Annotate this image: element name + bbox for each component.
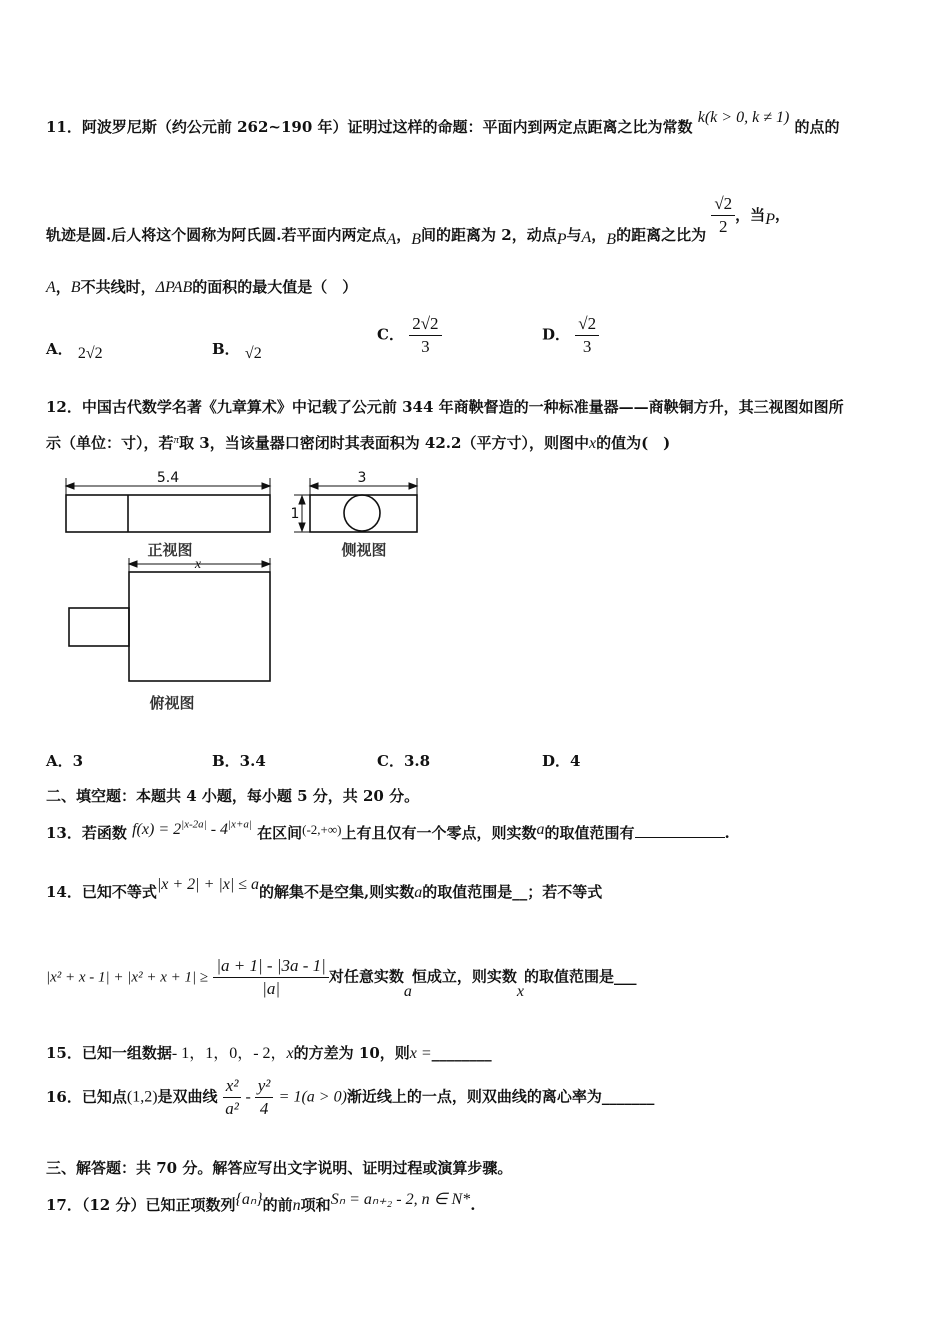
q12-line2: 示（单位：寸），若$^\pi$取 3，当该量器口密闭时其表面积为 42.2（平方寸），则图中x的值为( ) <box>46 434 671 452</box>
q14-line2: |x² + x - 1| + |x² + x + 1| ≥ $\frac{|a + 1| - |3a - 1|}{|a|}$ 对任意实数a恒成立，则实数x的取值范围是___ <box>46 956 637 1000</box>
q11-line1: 11．阿波罗尼斯（约公元前 262~190 年）证明过这样的命题：平面内到两定点距离之比为常数 k(k > 0, k ≠ 1) 的点的 <box>46 109 840 136</box>
q15-line: 15．已知一组数据- 1，1，0，- 2，x的方差为 10，则x =________ <box>46 1044 492 1062</box>
side-view <box>294 478 417 532</box>
q12-option-c[interactable]: C．3.8 <box>377 752 431 770</box>
q12-option-d[interactable]: D．4 <box>542 752 581 770</box>
front-view-label: 正视图 <box>147 541 193 559</box>
top-view-label: 俯视图 <box>149 694 195 712</box>
triangle-pab: ΔPAB <box>155 279 193 296</box>
top-view <box>69 558 270 681</box>
q13-answer-blank[interactable] <box>635 823 725 838</box>
front-view <box>66 478 270 532</box>
q16-line: 16．已知点(1,2)是双曲线 $\frac{\text{x²}}{\text{a²}}$ - $\frac{\text{y²}}{4}$ = 1(a > 0)渐近线上的一点，则双曲线的离心率为_______ <box>46 1076 655 1118</box>
q14-rhs-fraction: $\frac{|a + 1| - |3a - 1|}{|a|}$ <box>213 955 329 1000</box>
q11-line2: 轨迹是圆.后人将这个圆称为阿氏圆.若平面内两定点A，B间的距离为 2，动点P与A，B的距离之比为 $\frac{√2}{2}$ ，当P， <box>46 194 790 248</box>
q15-answer-blank[interactable]: ________ <box>431 1044 492 1062</box>
q14-line1: 14．已知不等式|x + 2| + |x| ≤ a的解集不是空集,则实数a的取值范围是__；若不等式 <box>46 876 603 901</box>
q13-line: 13．若函数 $f(x) = 2^{|x-2a|} - 4^{|x+a|}$ 在区间(-2,+∞)上有且仅有一个零点，则实数a的取值范围有 . <box>46 818 730 842</box>
q16-answer-blank[interactable]: _______ <box>601 1087 655 1106</box>
section-3-heading: 三、解答题：共 70 分。解答应写出文字说明、证明过程或演算步骤。 <box>46 1159 513 1177</box>
section-2-heading: 二、填空题：本题共 4 小题，每小题 5 分，共 20 分。 <box>46 787 420 805</box>
q11-option-b[interactable]: B． √2 <box>212 340 262 362</box>
q13-function: $f(x) = 2^{|x-2a|} - 4^{|x+a|}$ <box>132 818 252 838</box>
q11-ratio-fraction: $\frac{√2}{2}$ <box>711 193 735 238</box>
q16-y-fraction: $\frac{\text{y²}}{4}$ <box>255 1075 274 1120</box>
q11-line3: A，B不共线时，ΔPAB的面积的最大值是（ ） <box>46 278 358 296</box>
top-dim-label: x <box>194 557 202 572</box>
q11-k-condition: k(k > 0, k ≠ 1) <box>697 109 790 126</box>
q11-option-d[interactable]: D． $\frac{√2}{3}$ <box>542 313 599 358</box>
q14-inequality: |x + 2| + |x| ≤ a <box>156 876 260 893</box>
q12-option-b[interactable]: B．3.4 <box>212 752 266 770</box>
q12-line1: 12．中国古代数学名著《九章算术》中记载了公元前 344 年商鞅督造的一种标准量器——商鞅铜方升，其三视图如图所 <box>46 398 844 416</box>
q16-x-fraction: $\frac{\text{x²}}{\text{a²}}$ <box>223 1075 242 1120</box>
front-dim-label: 5.4 <box>156 470 180 486</box>
q11-option-c[interactable]: C． $\frac{2√2}{3}$ <box>377 313 442 358</box>
height-dim-label: 1 <box>290 506 300 522</box>
side-view-label: 侧视图 <box>341 541 387 559</box>
q12-option-a[interactable]: A．3 <box>46 752 84 770</box>
q14-lhs: |x² + x - 1| + |x² + x + 1| ≥ <box>46 969 209 986</box>
q17-equation: Sₙ = aₙ₊₂ - 2, n ∈ N* <box>330 1191 471 1208</box>
q11-option-a[interactable]: A． 2√2 <box>46 340 103 362</box>
q17-line: 17．（12 分）已知正项数列{aₙ}的前n项和Sₙ = aₙ₊₂ - 2, n ∈ N*. <box>46 1191 476 1214</box>
q17-sequence: {aₙ} <box>235 1191 263 1208</box>
side-dim-label: 3 <box>357 470 367 486</box>
